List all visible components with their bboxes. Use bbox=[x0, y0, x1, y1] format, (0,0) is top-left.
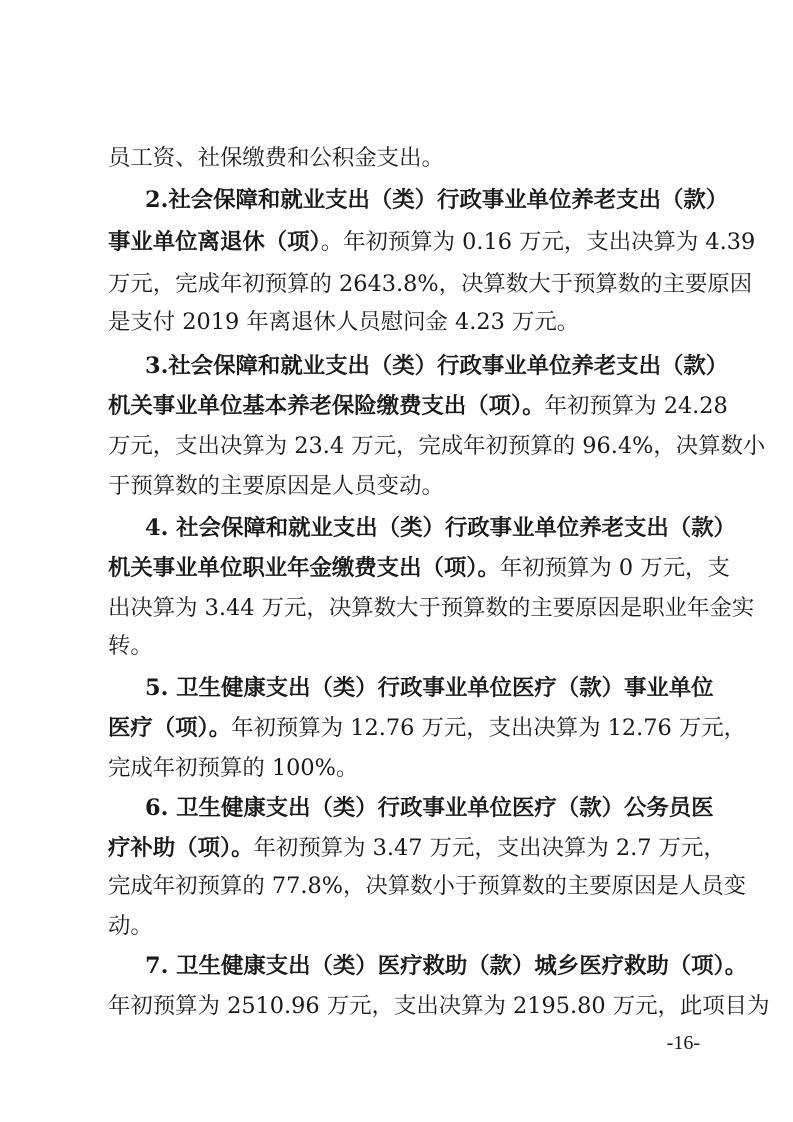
text-line: 出决算为 3.44 万元，决算数大于预算数的主要原因是职业年金实 bbox=[108, 595, 755, 621]
text-line: 完成年初预算的 77.8%，决算数小于预算数的主要原因是人员变 bbox=[108, 873, 747, 899]
item-4-heading: 4. 社会保障和就业支出（类）行政事业单位养老支出（款） bbox=[145, 515, 736, 541]
text-line: 年初预算为 2510.96 万元，支出决算为 2195.80 万元，此项目为 bbox=[108, 993, 770, 1019]
text-line: 疗补助（项）。年初预算为 3.47 万元，支出决算为 2.7 万元， bbox=[108, 835, 726, 861]
text-line: 员工资、社保缴费和公积金支出。 bbox=[108, 145, 444, 171]
page-number: -16- bbox=[666, 1032, 700, 1054]
item-5-heading: 5. 卫生健康支出（类）行政事业单位医疗（款）事业单位 bbox=[145, 675, 714, 701]
text-line: 完成年初预算的 100%。 bbox=[108, 755, 359, 781]
item-2-heading: 2.社会保障和就业支出（类）行政事业单位养老支出（款） bbox=[145, 187, 729, 213]
text-line: 机关事业单位基本养老保险缴费支出（项）。年初预算为 24.28 bbox=[108, 393, 728, 419]
text-line: 医疗（项）。年初预算为 12.76 万元，支出决算为 12.76 万元， bbox=[108, 715, 747, 741]
text-line: 万元，完成年初预算的 2643.8%，决算数大于预算数的主要原因 bbox=[108, 271, 753, 297]
text-line: 事业单位离退休（项）。年初预算为 0.16 万元，支出决算为 4.39 bbox=[108, 229, 756, 255]
text-line: 万元，支出决算为 23.4 万元，完成年初预算的 96.4%，决算数小 bbox=[108, 433, 766, 459]
text-line: 是支付 2019 年离退休人员慰问金 4.23 万元。 bbox=[108, 309, 580, 335]
text-line: 机关事业单位职业年金缴费支出（项）。年初预算为 0 万元，支 bbox=[108, 555, 730, 581]
text-line: 转。 bbox=[108, 633, 153, 659]
item-7-heading: 7. 卫生健康支出（类）医疗救助（款）城乡医疗救助（项）。 bbox=[145, 953, 748, 979]
text-line: 动。 bbox=[108, 913, 153, 939]
text-line: 于预算数的主要原因是人员变动。 bbox=[108, 473, 444, 499]
item-3-heading: 3.社会保障和就业支出（类）行政事业单位养老支出（款） bbox=[145, 353, 729, 379]
item-6-heading: 6. 卫生健康支出（类）行政事业单位医疗（款）公务员医 bbox=[145, 795, 714, 821]
